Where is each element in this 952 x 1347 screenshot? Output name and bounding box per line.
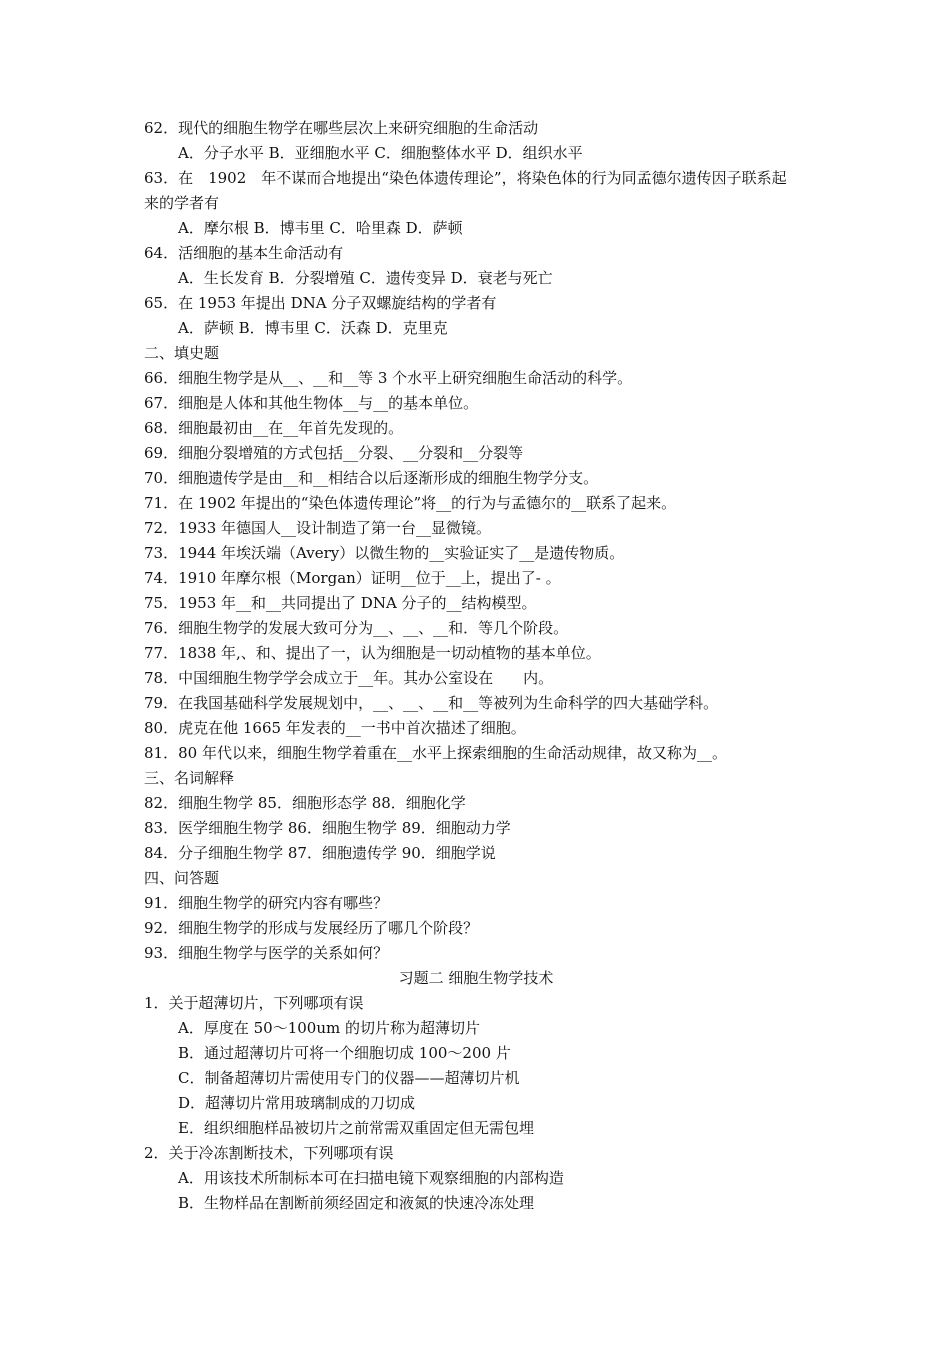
question-93: 93．细胞生物学与医学的关系如何？ [144,944,389,962]
question-1-option-d: D．超薄切片常用玻璃制成的刀切成 [178,1094,416,1112]
question-71: 71．在 1902 年提出的“染色体遗传理论”将__的行为与孟德尔的__联系了起来。 [144,494,677,512]
question-76: 76．细胞生物学的发展大致可分为__、__、__和．等几个阶段。 [144,619,569,637]
question-75: 75．1953 年__和__共同提出了 DNA 分子的__结构模型。 [144,594,537,612]
question-79: 79．在我国基础科学发展规划中，__、__、__和__等被列为生命科学的四大基础学科。 [144,694,719,712]
question-63-options: A．摩尔根 B．博韦里 C．哈里森 D．萨顿 [178,219,463,237]
question-68: 68．细胞最初由__在__年首先发现的。 [144,419,404,437]
question-62-options: A．分子水平 B．亚细胞水平 C．细胞整体水平 D．组织水平 [178,144,583,162]
question-1-option-c: C．制备超薄切片需使用专门的仪器——超薄切片机 [178,1069,520,1087]
question-81: 81．80 年代以来，细胞生物学着重在__水平上探索细胞的生命活动规律，故又称为__。 [144,744,727,762]
question-78: 78．中国细胞生物学学会成立于__年。其办公室设在 内。 [144,669,554,687]
question-64-options: A．生长发育 B．分裂增殖 C．遗传变异 D．衰老与死亡 [178,269,553,287]
section-heading-terms: 三、名词解释 [144,769,235,787]
chapter-title: 习题二 细胞生物学技术 [398,969,554,987]
question-70: 70．细胞遗传学是由__和__相结合以后逐渐形成的细胞生物学分支。 [144,469,599,487]
question-65: 65．在 1953 年提出 DNA 分子双螺旋结构的学者有 [144,294,497,312]
question-62: 62．现代的细胞生物学在哪些层次上来研究细胞的生命活动 [144,119,539,137]
question-1: 1．关于超薄切片，下列哪项有误 [144,994,364,1012]
question-92: 92．细胞生物学的形成与发展经历了哪几个阶段？ [144,919,479,937]
terms-row-3: 84．分子细胞生物学 87．细胞遗传学 90．细胞学说 [144,844,496,862]
question-91: 91．细胞生物学的研究内容有哪些？ [144,894,389,912]
question-1-option-a: A．厚度在 50～100um 的切片称为超薄切片 [178,1019,480,1037]
question-77: 77．1838 年,、和、提出了一，认为细胞是一切动植物的基本单位。 [144,644,601,662]
question-73: 73．1944 年埃沃端（Avery）以微生物的__实验证实了__是遗传物质。 [144,544,625,562]
question-66: 66．细胞生物学是从__、__和__等 3 个水平上研究细胞生命活动的科学。 [144,369,633,387]
question-63-continued: 来的学者有 [144,194,220,212]
question-2: 2．关于冷冻割断技术，下列哪项有误 [144,1144,394,1162]
question-63: 63．在 1902 年不谋而合地提出“染色体遗传理论”，将染色体的行为同孟德尔遗传因子联系起 [144,169,787,187]
question-65-options: A．萨顿 B．博韦里 C．沃森 D．克里克 [178,319,448,337]
terms-row-1: 82．细胞生物学 85．细胞形态学 88．细胞化学 [144,794,466,812]
question-67: 67．细胞是人体和其他生物体__与__的基本单位。 [144,394,479,412]
question-74: 74．1910 年摩尔根（Morgan）证明__位于__上，提出了- 。 [144,569,561,587]
section-heading-fill-in: 二、填史题 [144,344,220,362]
question-1-option-b: B．通过超薄切片可将一个细胞切成 100～200 片 [178,1044,511,1062]
terms-row-2: 83．医学细胞生物学 86．细胞生物学 89．细胞动力学 [144,819,511,837]
question-2-option-b: B．生物样品在割断前须经固定和液氮的快速冷冻处理 [178,1194,535,1212]
question-64: 64．活细胞的基本生命活动有 [144,244,344,262]
question-2-option-a: A．用该技术所制标本可在扫描电镜下观察细胞的内部构造 [178,1169,564,1187]
question-80: 80．虎克在他 1665 年发表的__一书中首次描述了细胞。 [144,719,526,737]
question-1-option-e: E．组织细胞样品被切片之前常需双重固定但无需包埋 [178,1119,534,1137]
question-69: 69．细胞分裂增殖的方式包括__分裂、__分裂和__分裂等 [144,444,524,462]
section-heading-questions: 四、问答题 [144,869,220,887]
question-72: 72．1933 年德国人__设计制造了第一台__显微镜。 [144,519,492,537]
